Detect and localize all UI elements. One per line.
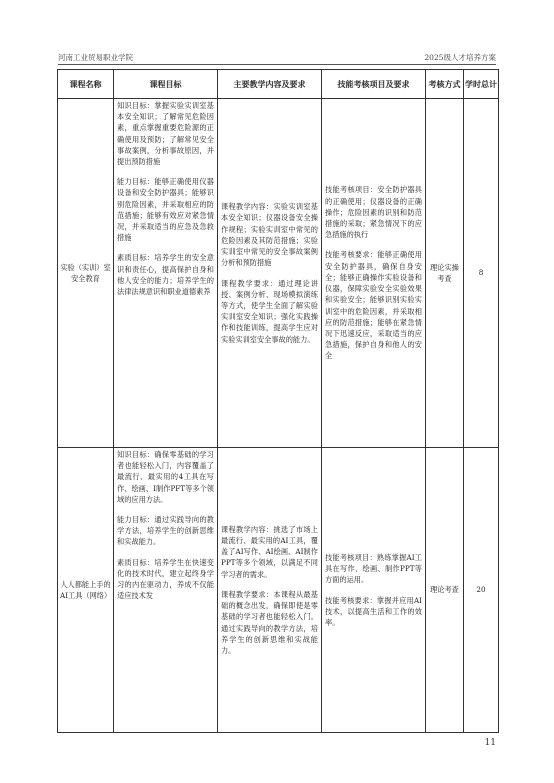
content-requirements: 课程教学要求：本课程从最基础的概念出发，确保即使是零基础的学习者也能轻松入门。通过实践导向的教学方法，培养学生的创新思维和实战能力。: [221, 589, 318, 655]
header-school: 河南工业贸易职业学院: [58, 53, 133, 62]
course-name: 实验（实训）室安全教育: [58, 99, 114, 448]
col-header-course-goals: 课程目标: [114, 70, 218, 99]
course-skills: [322, 448, 426, 733]
assessment-method: 理论实操考查: [426, 99, 464, 448]
content-teaching: 课程教学内容：挑选了市场上最流行、最实用的AI工具，覆盖了AI写作、AI绘画、AI制作PPT等多个领域，以满足不同学习者的需求。: [221, 524, 318, 579]
goal-knowledge: 知识目标：掌握实验实训室基本安全知识；了解常见危险因素，重点掌握重要危险源的正确使用及预防；了解常见安全事故案例，分析事故原因，并提出预防措施: [117, 101, 214, 167]
goal-knowledge: 知识目标：确保零基础的学习者也能轻松入门，内容覆盖了最流行、最实用的4工具在写作、绘画、I制作PFT等多个领域的应用方法。: [117, 450, 214, 504]
col-header-skills: 技能考核项目及要求: [322, 70, 426, 99]
col-header-course-name: 课程名称: [58, 70, 114, 99]
content-teaching: 课程教学内容：实验实训室基本安全知识；仪器设备安全操作规程；实验实训室中常见的危险因素及其防范措施；实验实训室中常见的安全事故案例分析和预防措施: [221, 202, 318, 268]
assessment-method: 理论考查: [426, 448, 464, 733]
col-header-hours: 学时总计: [464, 70, 499, 99]
total-hours: 8: [464, 99, 499, 448]
col-header-assessment: 考核方式: [426, 70, 464, 99]
table-row: [58, 448, 499, 733]
course-content: [218, 99, 322, 448]
header-doc-title: 2025级人才培养方案: [424, 53, 496, 62]
course-skills: [322, 99, 426, 448]
course-goals: [114, 448, 218, 733]
course-goals: [114, 99, 218, 448]
course-content: [218, 448, 322, 733]
skill-items: 技能考核项目：熟练掌握AI工具在写作、绘画、制作PPT等方面的运用。: [325, 552, 422, 585]
course-name: 人人都能上手的AI工具（网络）: [58, 448, 114, 733]
total-hours: 20: [464, 448, 499, 733]
skill-requirements: 技能考核要求：能够正确使用安全防护器具，确保自身安全；能够正确操作实验设备和仪器，保障实验安全实验效果和实验安全；能够识别实验实训室中的危险因素，并采取相应的防范措施；能够在紧急情况下迅速反应，采取适当的应急措施，保护自身和他人的安全: [325, 250, 422, 361]
goal-ability: 能力目标：通过实践导向的教学方法，培养学生的创新思维和实战能力。: [117, 515, 214, 547]
table-row: [58, 99, 499, 448]
page-number: 11: [484, 738, 496, 748]
skill-items: 技能考核项目：安全防护器具的正确使用；仪器设备的正确操作；危险因素的识别和防范措施的采取；紧急情况下的应急措施的执行: [325, 185, 422, 240]
page-header: [58, 52, 496, 64]
table-header-row: [58, 70, 499, 99]
content-requirements: 课程教学要求：通过理论讲授、案例分析、现场模拟演练等方式，使学生全面了解实验实训室安全知识；强化实践操作和技能训练，提高学生应对实验实训室安全事故的能力。: [221, 278, 318, 344]
header-rule: [58, 64, 496, 65]
goal-quality: 素质目标：培养学生的安全意识和责任心，提高保护自身和他人安全的能力；培养学生的法律法规意识和职业道德素养: [117, 253, 214, 297]
course-table: [57, 69, 499, 733]
goal-ability: 能力目标：能够正确使用仪器设备和安全防护器具；能够识别危险因素，并采取相应的防范措施；能够有效应对紧急情况，并采取适当的应急及急救措施: [117, 177, 214, 243]
goal-quality: 素质目标：培养学生在快速变化的技术时代，建立起终身学习的内在驱动力，养成不仅能适应技术发: [117, 557, 214, 601]
skill-requirements: 技能考核要求：掌握并应用AI技术，以提高生活和工作的效率。: [325, 595, 422, 627]
col-header-content: 主要教学内容及要求: [218, 70, 322, 99]
